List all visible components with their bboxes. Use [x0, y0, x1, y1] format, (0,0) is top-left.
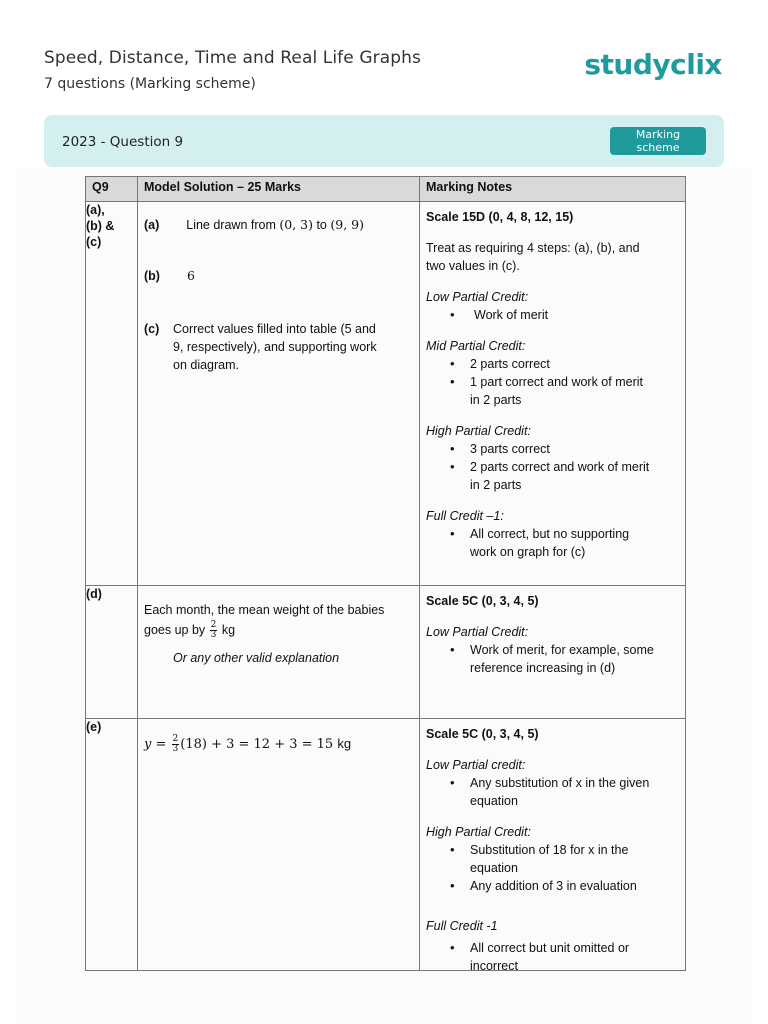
high-partial-credit-title: High Partial Credit: [426, 825, 531, 839]
marking-notes-cell [420, 586, 686, 719]
low-partial-credit-title: Low Partial Credit: [426, 625, 529, 639]
table-row [86, 719, 686, 971]
marking-notes-cell [420, 202, 686, 586]
page-title: Speed, Distance, Time and Real Life Graphs [44, 48, 421, 68]
fraction-denominator: 3 [210, 630, 217, 641]
list-item-continuation: in 2 parts [470, 393, 522, 407]
solution-b-label: (b) [144, 269, 160, 283]
table-row [86, 586, 686, 719]
marking-notes-cell [420, 719, 686, 971]
solution-a-to: to [316, 218, 327, 232]
list-item: • Substitution of 18 for x in the [426, 841, 684, 859]
list-item-continuation: work on graph for (c) [470, 545, 586, 559]
question-part-cell [86, 202, 138, 586]
question-label: 2023 - Question 9 [62, 134, 184, 150]
fraction [210, 621, 218, 640]
list-item: • Any substitution of x in the given [426, 774, 684, 792]
scale-label: Scale 5C (0, 3, 4, 5) [426, 594, 539, 608]
solution-d-text: goes up by [144, 623, 206, 637]
notes-text: two values in (c). [426, 259, 520, 273]
solution-d-rate [144, 620, 414, 640]
marking-scheme-table [85, 176, 686, 971]
list-item: • 1 part correct and work of merit [426, 373, 684, 391]
solution-a-text: Line drawn from [186, 218, 276, 232]
part-label: (e) [86, 720, 102, 734]
part-label: (d) [86, 587, 102, 601]
solution-e-equation [144, 735, 351, 754]
solution-c-label: (c) [144, 322, 160, 336]
alternative-note: Or any other valid explanation [173, 651, 340, 666]
solution-b-value: 6 [186, 268, 195, 283]
model-solution-cell [138, 202, 420, 586]
header-model-solution: Model Solution – 25 Marks [138, 177, 420, 202]
list-item-continuation: reference increasing in (d) [470, 661, 616, 675]
unit-kg: kg [337, 736, 352, 751]
equation-rhs: (18) + 3 = 12 + 3 = 15 [180, 737, 334, 752]
solution-c-line: Correct values filled into table (5 and [173, 322, 376, 336]
solution-a-point2: (9, 9) [330, 217, 364, 232]
list-item: • Work of merit [426, 306, 684, 324]
equation-lhs: y = [144, 737, 167, 752]
studyclix-logo[interactable]: studyclix [584, 48, 722, 81]
solution-c-line: 9, respectively), and supporting work [173, 340, 377, 354]
table-header-row [86, 177, 686, 202]
header-q: Q9 [86, 177, 138, 202]
part-label: (c) [86, 235, 102, 249]
full-credit-title: Full Credit -1 [426, 919, 498, 933]
list-item: • All correct but unit omitted or [426, 939, 684, 957]
solution-d-text: Each month, the mean weight of the babies [144, 603, 385, 617]
model-solution-cell [138, 586, 420, 719]
scale-label: Scale 5C (0, 3, 4, 5) [426, 727, 539, 741]
list-item: • 3 parts correct [426, 440, 684, 458]
list-item: • All correct, but no supporting [426, 525, 684, 543]
low-partial-credit-title: Low Partial Credit: [426, 290, 529, 304]
list-item: • Work of merit, for example, some [426, 641, 684, 659]
solution-a-label: (a) [144, 218, 160, 232]
header-marking-notes: Marking Notes [420, 177, 686, 202]
list-item-continuation: incorrect [470, 959, 518, 973]
list-item: • 2 parts correct [426, 355, 684, 373]
mid-partial-credit-title: Mid Partial Credit: [426, 339, 526, 353]
solution-c-line: on diagram. [173, 358, 240, 372]
page-subtitle: 7 questions (Marking scheme) [44, 76, 256, 92]
low-partial-credit-title: Low Partial credit: [426, 758, 526, 772]
list-item: • 2 parts correct and work of merit [426, 458, 684, 476]
fraction-numerator: 2 [210, 620, 217, 631]
table-row [86, 202, 686, 586]
list-item-continuation: in 2 parts [470, 478, 522, 492]
fraction-numerator: 2 [172, 734, 179, 744]
part-label: (a), [86, 203, 105, 217]
unit-kg: kg [221, 623, 236, 637]
model-solution-cell [138, 719, 420, 971]
marking-scheme-button[interactable]: Marking scheme [610, 127, 706, 155]
high-partial-credit-title: High Partial Credit: [426, 424, 531, 438]
solution-a-point1: (0, 3) [279, 217, 313, 232]
solution-b [144, 268, 195, 283]
part-label: (b) & [86, 219, 115, 233]
notes-text: Treat as requiring 4 steps: (a), (b), and [426, 241, 640, 255]
question-part-cell [86, 719, 138, 971]
fraction [172, 735, 180, 754]
page-header [44, 48, 724, 108]
solution-c [144, 320, 413, 374]
question-part-cell [86, 586, 138, 719]
full-credit-title: Full Credit –1: [426, 509, 504, 523]
solution-a [144, 217, 364, 232]
question-bar [44, 115, 724, 167]
list-item-continuation: equation [470, 794, 518, 808]
list-item: • Any addition of 3 in evaluation [426, 877, 684, 895]
fraction-denominator: 3 [172, 744, 179, 754]
scale-label: Scale 15D (0, 4, 8, 12, 15) [426, 210, 574, 224]
list-item-continuation: equation [470, 861, 518, 875]
